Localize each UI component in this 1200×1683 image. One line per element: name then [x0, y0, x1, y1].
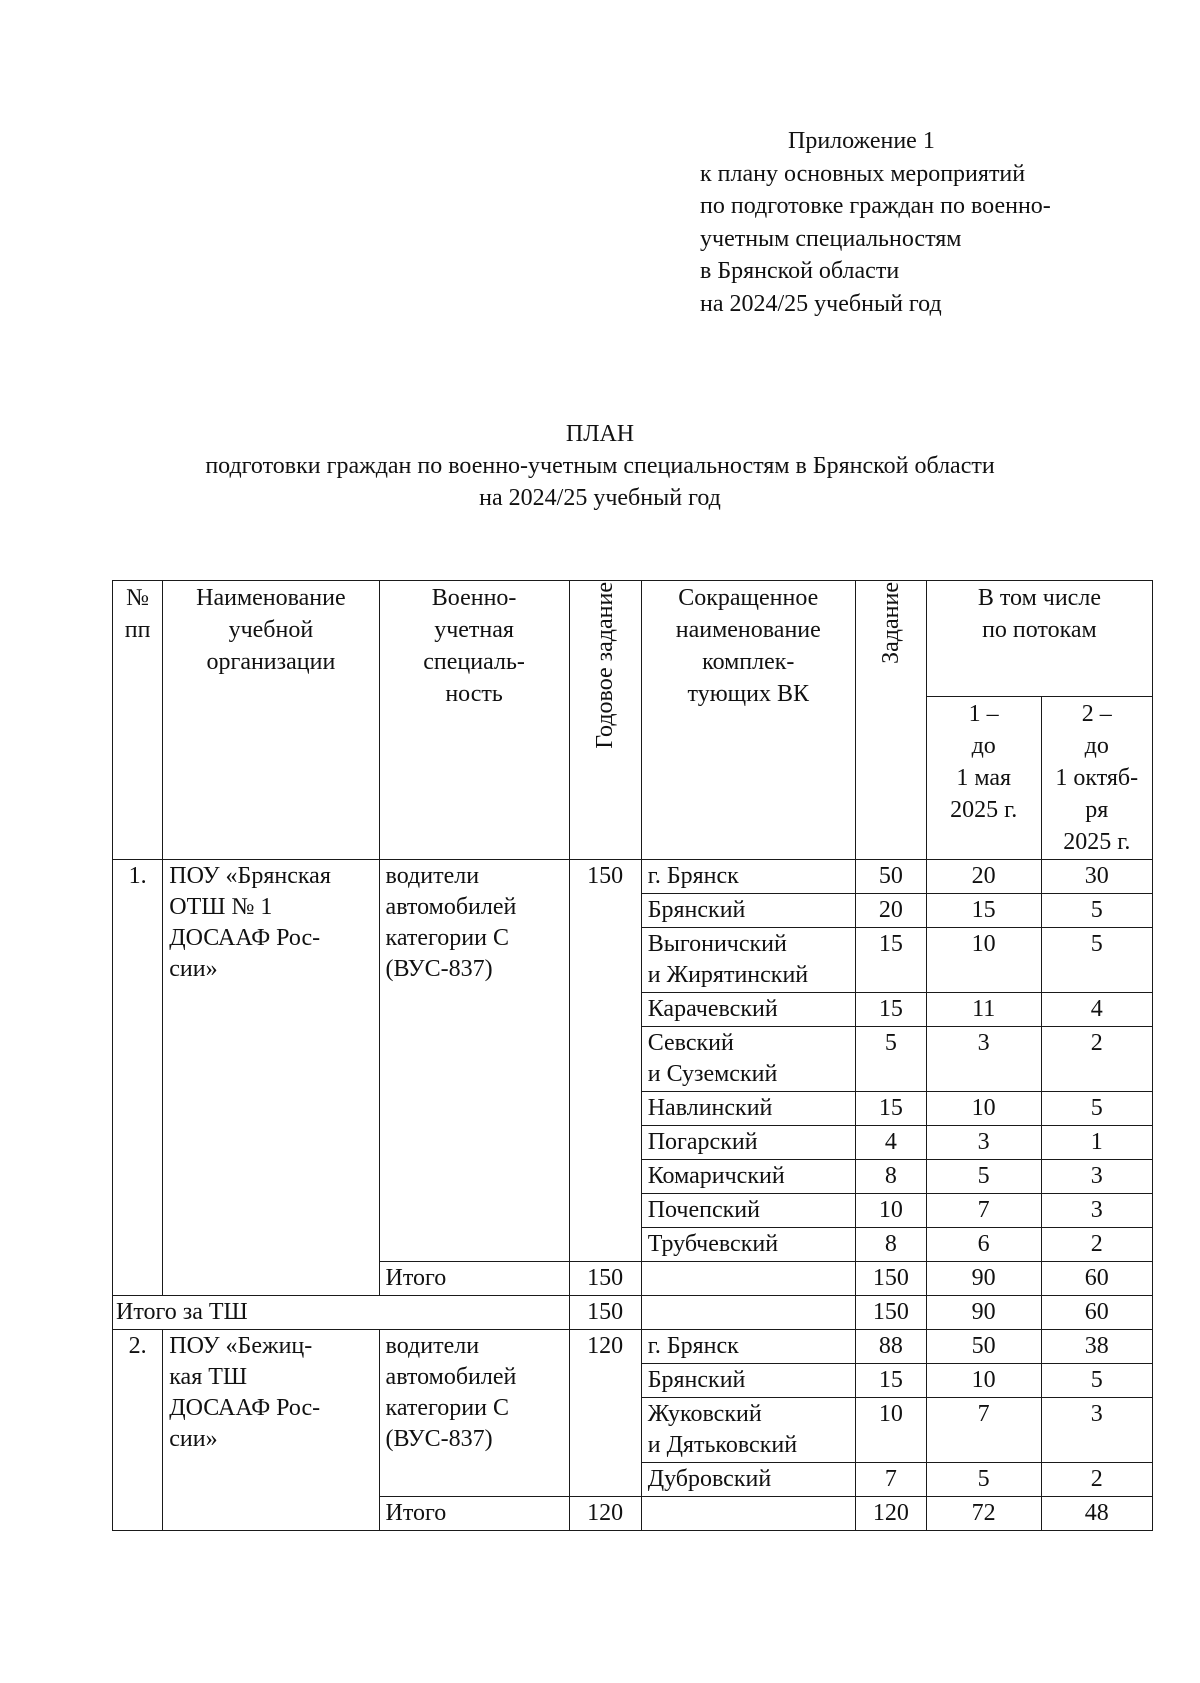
flow2-value: 5 [1041, 1092, 1152, 1126]
table-header-row [113, 581, 1153, 697]
appendix-line: в Брянской области [700, 258, 900, 284]
task-value: 15 [855, 928, 926, 993]
task-value: 8 [855, 1228, 926, 1262]
row-number: 1. [113, 860, 163, 1296]
flow1-value: 11 [926, 993, 1041, 1027]
vk-name: Севский и Суземский [641, 1027, 855, 1092]
row-number: 2. [113, 1330, 163, 1531]
document-heading [0, 418, 1200, 514]
total-empty-cell [641, 1262, 855, 1296]
annual-task: 120 [569, 1330, 641, 1497]
flow2-value: 2 [1041, 1463, 1152, 1497]
flow2-value: 5 [1041, 1364, 1152, 1398]
vk-name: Брянский [641, 1364, 855, 1398]
vk-name: г. Брянск [641, 860, 855, 894]
header-organization: Наименование учебной организации [163, 581, 379, 860]
vk-name: Карачевский [641, 993, 855, 1027]
flow1-value: 15 [926, 894, 1041, 928]
total-flow2: 60 [1041, 1262, 1152, 1296]
header-annual-task-cell [569, 581, 641, 860]
total-flow2: 48 [1041, 1497, 1152, 1531]
task-value: 20 [855, 894, 926, 928]
total-task: 120 [855, 1497, 926, 1531]
flow2-value: 38 [1041, 1330, 1152, 1364]
total-label: Итого [379, 1497, 569, 1531]
flow1-value: 10 [926, 1092, 1041, 1126]
total-flow1: 90 [926, 1262, 1041, 1296]
vk-name: г. Брянск [641, 1330, 855, 1364]
school-total-label: Итого за ТШ [113, 1296, 570, 1330]
total-task: 150 [855, 1262, 926, 1296]
task-value: 4 [855, 1126, 926, 1160]
task-value: 50 [855, 860, 926, 894]
school-total-row [113, 1296, 1153, 1330]
school-total-task: 150 [855, 1296, 926, 1330]
appendix-line: по подготовке граждан по военно- [700, 193, 1051, 219]
appendix-line: на 2024/25 учебный год [700, 290, 942, 317]
flow2-value: 3 [1041, 1160, 1152, 1194]
vk-name: Трубчевский [641, 1228, 855, 1262]
header-annual-task: Годовое задание [592, 582, 619, 749]
flow1-value: 3 [926, 1027, 1041, 1092]
annual-task: 150 [569, 860, 641, 1262]
task-value: 8 [855, 1160, 926, 1194]
flow1-value: 7 [926, 1398, 1041, 1463]
vk-name: Брянский [641, 894, 855, 928]
flow2-value: 1 [1041, 1126, 1152, 1160]
appendix-block [700, 125, 1160, 320]
flow1-value: 7 [926, 1194, 1041, 1228]
header-task-cell [855, 581, 926, 860]
school-total-annual: 150 [569, 1296, 641, 1330]
header-flows: В том числе по потокам [926, 581, 1152, 697]
flow2-value: 2 [1041, 1228, 1152, 1262]
header-specialty: Военно- учетная специаль- ность [379, 581, 569, 860]
appendix-line: учетным специальностям [700, 225, 962, 252]
vk-name: Выгоничский и Жирятинский [641, 928, 855, 993]
flow2-value: 4 [1041, 993, 1152, 1027]
flow1-value: 10 [926, 928, 1041, 993]
flow1-value: 5 [926, 1160, 1041, 1194]
flow1-value: 6 [926, 1228, 1041, 1262]
flow2-value: 2 [1041, 1027, 1152, 1092]
school-total-flow1: 90 [926, 1296, 1041, 1330]
total-empty-cell [641, 1497, 855, 1531]
table-row [113, 1330, 1153, 1364]
document-title: ПЛАН [565, 421, 635, 447]
vk-name: Навлинский [641, 1092, 855, 1126]
organization-name: ПОУ «Брянская ОТШ № 1 ДОСААФ Рос- сии» [163, 860, 379, 1296]
vk-name: Дубровский [641, 1463, 855, 1497]
total-flow1: 72 [926, 1497, 1041, 1531]
organization-name: ПОУ «Бежиц- кая ТШ ДОСААФ Рос- сии» [163, 1330, 379, 1531]
header-vk: Сокращенное наименование комплек- тующих ВК [641, 581, 855, 860]
appendix-line: Приложение 1 [788, 128, 935, 154]
task-value: 88 [855, 1330, 926, 1364]
task-value: 15 [855, 1364, 926, 1398]
flow2-value: 30 [1041, 860, 1152, 894]
total-label: Итого [379, 1262, 569, 1296]
specialty-name: водители автомобилей категории С (ВУС-837) [379, 860, 569, 1262]
vk-name: Почепский [641, 1194, 855, 1228]
task-value: 15 [855, 1092, 926, 1126]
total-annual: 120 [569, 1497, 641, 1531]
appendix-line: к плану основных мероприятий [700, 160, 1026, 187]
task-value: 15 [855, 993, 926, 1027]
flow2-value: 3 [1041, 1194, 1152, 1228]
vk-name: Погарский [641, 1126, 855, 1160]
school-total-empty-cell [641, 1296, 855, 1330]
vk-name: Комаричский [641, 1160, 855, 1194]
flow2-value: 5 [1041, 894, 1152, 928]
specialty-name: водители автомобилей категории С (ВУС-837) [379, 1330, 569, 1497]
header-flow-2: 2 – до 1 октяб- ря 2025 г. [1041, 697, 1152, 860]
header-task: Задание [877, 582, 904, 664]
header-flow-1: 1 – до 1 мая 2025 г. [926, 697, 1041, 860]
header-number: № пп [113, 581, 163, 860]
total-annual: 150 [569, 1262, 641, 1296]
school-total-flow2: 60 [1041, 1296, 1152, 1330]
task-value: 10 [855, 1194, 926, 1228]
task-value: 7 [855, 1463, 926, 1497]
flow1-value: 10 [926, 1364, 1041, 1398]
flow2-value: 5 [1041, 928, 1152, 993]
task-value: 10 [855, 1398, 926, 1463]
flow1-value: 50 [926, 1330, 1041, 1364]
document-subtitle: подготовки граждан по военно-учетным специальностям в Брянской области [205, 453, 995, 479]
table-row [113, 860, 1153, 894]
vk-name: Жуковский и Дятьковский [641, 1398, 855, 1463]
task-value: 5 [855, 1027, 926, 1092]
flow1-value: 3 [926, 1126, 1041, 1160]
flow2-value: 3 [1041, 1398, 1152, 1463]
flow1-value: 5 [926, 1463, 1041, 1497]
document-subtitle-year: на 2024/25 учебный год [479, 485, 721, 511]
training-plan-table [112, 580, 1153, 1531]
flow1-value: 20 [926, 860, 1041, 894]
